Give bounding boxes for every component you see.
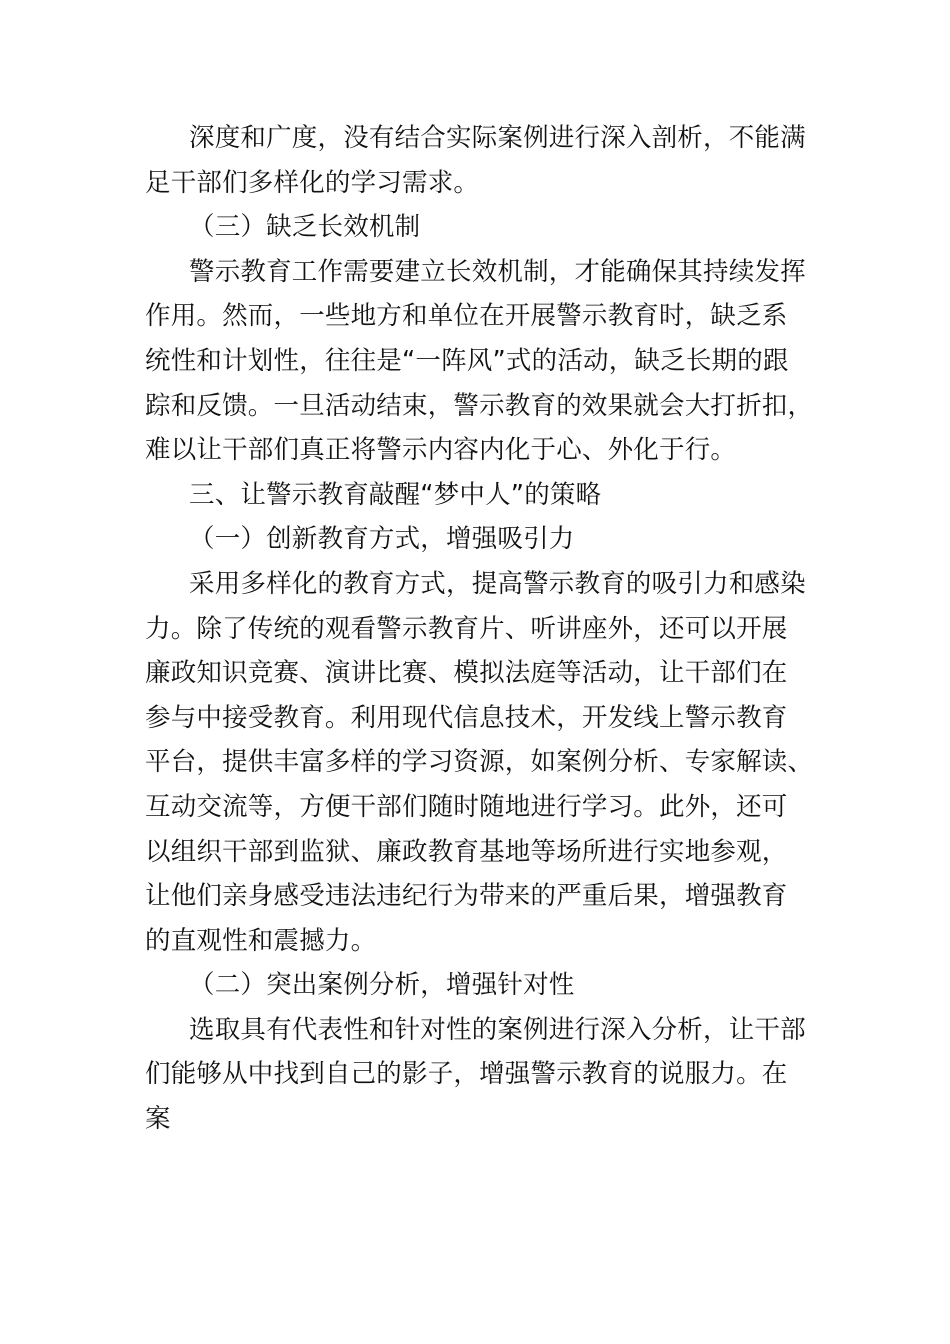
- paragraph-line: 警示教育工作需要建立长效机制，才能确保其持续发挥: [189, 256, 806, 287]
- paragraph-line: 作用。然而，一些地方和单位在开展警示教育时，缺乏系: [145, 301, 788, 332]
- paragraph-line: 足干部们多样化的学习需求。: [145, 167, 480, 198]
- paragraph-line: 踪和反馈。一旦活动结束，警示教育的效果就会大打折扣，: [145, 390, 814, 421]
- paragraph-line: 深度和广度，没有结合实际案例进行深入剖析，不能满: [189, 123, 806, 153]
- paragraph-line: 参与中接受教育。利用现代信息技术，开发线上警示教育: [145, 702, 788, 733]
- paragraph-line: 统性和计划性，往往是“一阵风”式的活动，缺乏长期的跟: [145, 345, 789, 376]
- paragraph-line: 的直观性和震撼力。: [145, 925, 377, 956]
- paragraph-line: 以组织干部到监狱、廉政教育基地等场所进行实地参观，: [145, 836, 788, 867]
- paragraph-line: 平台，提供丰富多样的学习资源，如案例分析、专家解读、: [145, 747, 814, 778]
- paragraph-line: 们能够从中找到自己的影子，增强警示教育的说服力。在: [145, 1059, 788, 1090]
- paragraph-line: 采用多样化的教育方式，提高警示教育的吸引力和感染: [189, 568, 806, 599]
- paragraph-line: 难以让干部们真正将警示内容内化于心、外化于行。: [145, 435, 737, 466]
- paragraph-line: 选取具有代表性和针对性的案例进行深入分析，让干部: [189, 1014, 806, 1045]
- paragraph-line: 廉政知识竞赛、演讲比赛、模拟法庭等活动，让干部们在: [145, 658, 788, 689]
- paragraph-line: 力。除了传统的观看警示教育片、听讲座外，还可以开展: [145, 613, 788, 644]
- paragraph-line: 让他们亲身感受违法违纪行为带来的严重后果，增强教育: [145, 881, 788, 912]
- section-heading: 三、让警示教育敲醒“梦中人”的策略: [189, 479, 602, 510]
- subheading-1: （一）创新教育方式，增强吸引力: [189, 524, 575, 555]
- subheading-3: （三）缺乏长效机制: [189, 212, 421, 243]
- document-body: [145, 116, 814, 1142]
- paragraph-line: 案: [145, 1104, 171, 1135]
- paragraph-line: 互动交流等，方便干部们随时随地进行学习。此外，还可: [145, 791, 788, 822]
- subheading-2: （二）突出案例分析，增强针对性: [189, 970, 575, 1001]
